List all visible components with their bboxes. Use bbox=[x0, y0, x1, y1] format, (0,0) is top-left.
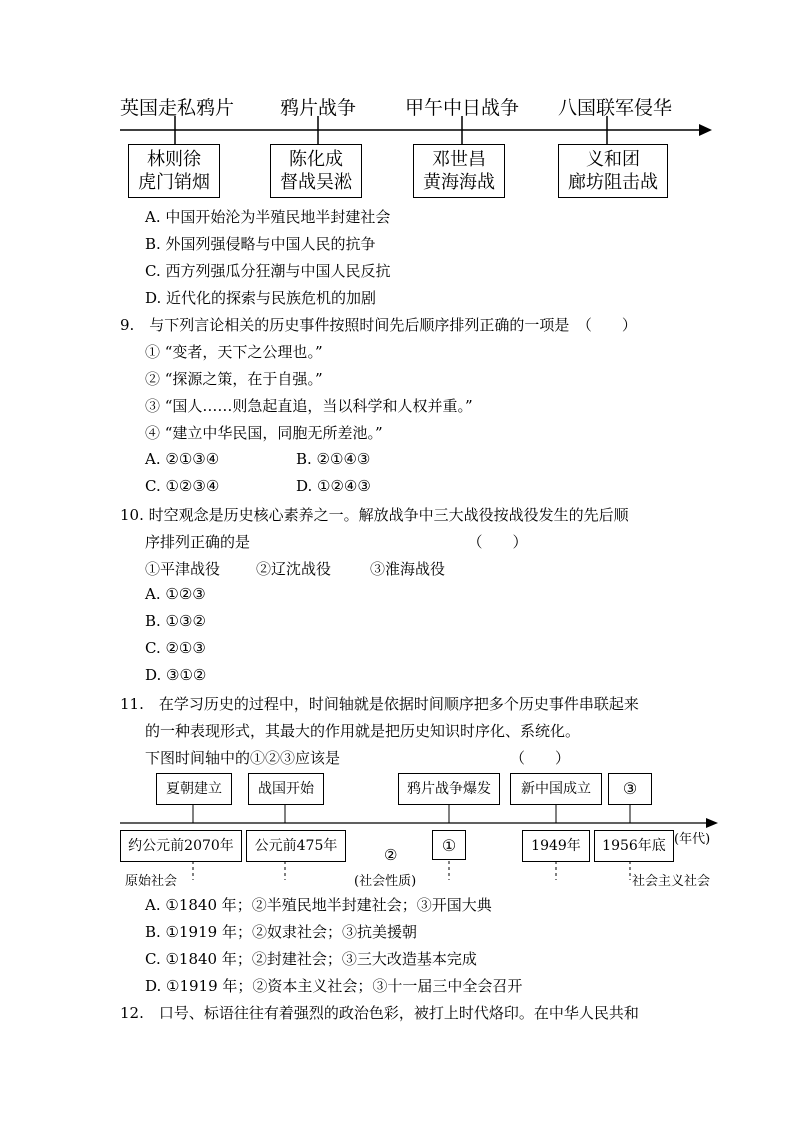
timeline1-label-3: 甲午中日战争 bbox=[405, 97, 520, 119]
q9-quote-1: ① “变者，天下之公理也。” bbox=[145, 343, 323, 361]
timeline1-label-1: 英国走私鸦片 bbox=[120, 97, 235, 119]
timeline2-bottom-box-1: 约公元前2070年 bbox=[120, 830, 242, 862]
q10-option-b: B. ①③② bbox=[145, 612, 206, 630]
timeline2-mid-mark: ② bbox=[384, 846, 398, 864]
q9-option-d: D. ①②④③ bbox=[296, 477, 371, 495]
q10-option-a: A. ①②③ bbox=[145, 585, 206, 603]
timeline1-box-4 bbox=[558, 144, 668, 198]
q10-item-2: ②辽沈战役 bbox=[256, 560, 332, 578]
timeline1-box-1-line2: 虎门销烟 bbox=[138, 172, 210, 193]
timeline2-bottom-box-2: 公元前475年 bbox=[246, 830, 346, 862]
timeline2-mid-note: (社会性质) bbox=[354, 874, 417, 889]
timeline1-box-2 bbox=[270, 144, 362, 198]
timeline1-box-3-line2: 黄海海战 bbox=[423, 172, 495, 193]
timeline2-top-box-3: 鸦片战争爆发 bbox=[398, 773, 500, 805]
timeline1-label-2: 鸦片战争 bbox=[280, 97, 357, 119]
q11-option-a: A. ①1840 年；②半殖民地半封建社会；③开国大典 bbox=[145, 896, 492, 914]
timeline1-box-2-line1: 陈化成 bbox=[289, 149, 343, 170]
q11-answer-bracket: （ ） bbox=[510, 749, 571, 767]
timeline1-box-3 bbox=[413, 144, 505, 198]
q11-stem-line2: 的一种表现形式，其最大的作用就是把历史知识时序化、系统化。 bbox=[145, 722, 581, 740]
timeline2-bottom-box-3: ① bbox=[432, 830, 466, 860]
q9-quote-2: ② “探源之策，在于自强。” bbox=[145, 370, 323, 388]
q10-option-c: C. ②①③ bbox=[145, 639, 206, 657]
q9-quote-4: ④ “建立中华民国，同胞无所差池。” bbox=[145, 424, 383, 442]
q9-option-a: A. ②①③④ bbox=[145, 450, 220, 468]
q10-option-d: D. ③①② bbox=[145, 666, 207, 684]
timeline2-bottom-box-4: 1949年 bbox=[522, 830, 590, 862]
timeline1-box-1-line1: 林则徐 bbox=[147, 149, 201, 170]
q10-stem-line2: 序排列正确的是 （ ） bbox=[145, 533, 528, 551]
q11-stem-line3: 下图时间轴中的①②③应该是 bbox=[145, 749, 341, 767]
timeline2-bottom-box-5: 1956年底 bbox=[594, 830, 674, 862]
q10-item-3: ③淮海战役 bbox=[370, 560, 446, 578]
q10-item-1: ①平津战役 bbox=[145, 560, 221, 578]
q10-stem-line1: 10. 时空观念是历史核心素养之一。解放战争中三大战役按战役发生的先后顺 bbox=[120, 506, 629, 524]
q9-quote-3: ③ “国人……则急起直追，当以科学和人权并重。” bbox=[145, 397, 473, 415]
timeline1-box-1 bbox=[128, 144, 220, 198]
q9-stem: 9. 与下列言论相关的历史事件按照时间先后顺序排列正确的一项是 （ ） bbox=[120, 316, 637, 334]
q11-stem-line1: 11. 在学习历史的过程中，时间轴就是依据时间顺序把多个历史事件串联起来 bbox=[120, 695, 639, 713]
timeline1-box-4-line2: 廊坊阻击战 bbox=[568, 172, 658, 193]
q8-option-d: D. 近代化的探索与民族危机的加剧 bbox=[145, 289, 377, 307]
timeline2-top-box-2: 战国开始 bbox=[248, 773, 324, 805]
q9-option-c: C. ①②③④ bbox=[145, 477, 220, 495]
q11-option-d: D. ①1919 年；②资本主义社会；③十一届三中全会召开 bbox=[145, 977, 523, 995]
q12-stem-line1: 12. 口号、标语往往有着强烈的政治色彩，被打上时代烙印。在中华人民共和 bbox=[120, 1004, 639, 1022]
timeline2-left-note: 原始社会 bbox=[125, 874, 178, 889]
q11-option-c: C. ①1840 年；②封建社会；③三大改造基本完成 bbox=[145, 950, 477, 968]
timeline2-top-box-1: 夏朝建立 bbox=[156, 773, 232, 805]
timeline1-label-4: 八国联军侵华 bbox=[558, 97, 673, 119]
timeline2-right-note: 社会主义社会 bbox=[632, 874, 711, 889]
q8-option-b: B. 外国列强侵略与中国人民的抗争 bbox=[145, 235, 376, 253]
q8-option-c: C. 西方列强瓜分狂潮与中国人民反抗 bbox=[145, 262, 391, 280]
timeline1-box-2-line2: 督战吴淞 bbox=[280, 172, 352, 193]
timeline2-top-box-5: ③ bbox=[608, 773, 652, 805]
q11-option-b: B. ①1919 年；②奴隶社会；③抗美援朝 bbox=[145, 923, 417, 941]
timeline2-top-box-4: 新中国成立 bbox=[510, 773, 602, 805]
q8-option-a: A. 中国开始沦为半殖民地半封建社会 bbox=[145, 208, 391, 226]
timeline2-axis-unit: (年代) bbox=[674, 832, 711, 847]
q9-option-b: B. ②①④③ bbox=[296, 450, 371, 468]
timeline1-box-3-line1: 邓世昌 bbox=[432, 149, 486, 170]
timeline1-box-4-line1: 义和团 bbox=[586, 149, 640, 170]
